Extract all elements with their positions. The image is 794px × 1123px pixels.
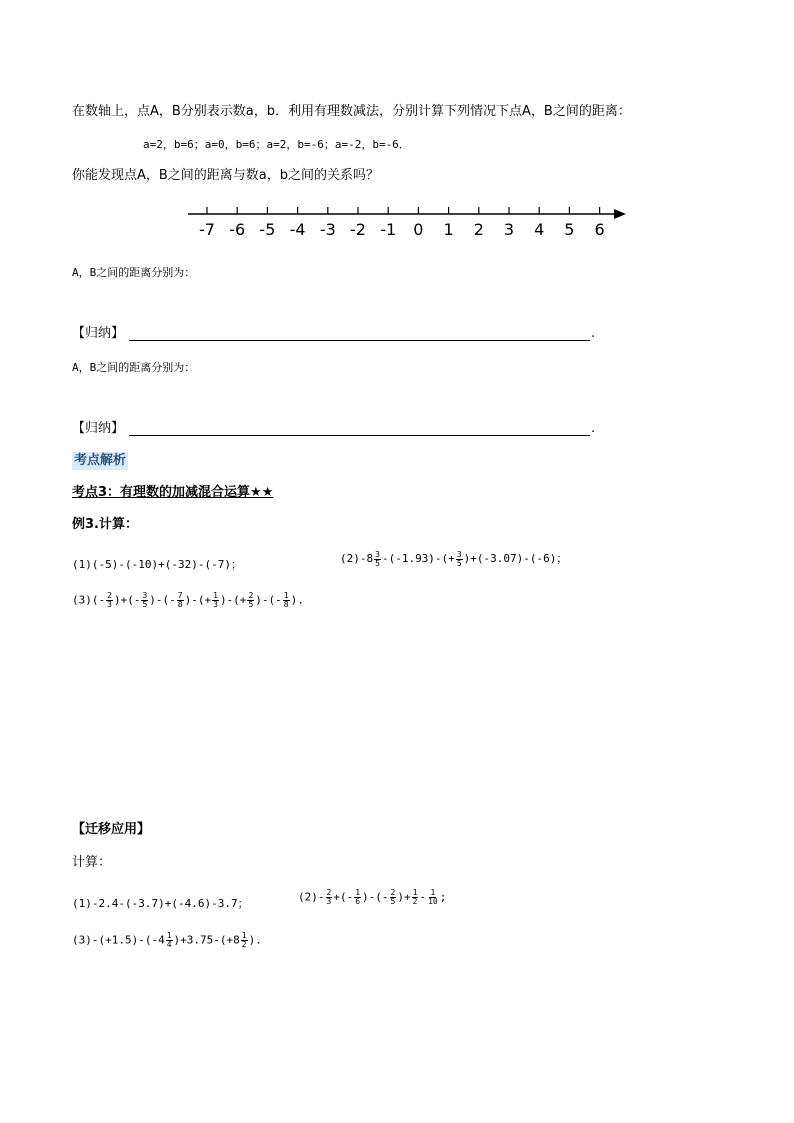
example-3: (3)(- $\frac{2}{3}$ )+(- $\frac{3}{5}$ )-(- $\frac{7}{8}$ )-(+ $\frac{1}{3}$ )-(+ $\frac{2}{5}$ )-(- $\frac{1}{8}$ ). [72, 591, 304, 609]
number-line-tick-label: 5 [564, 220, 575, 239]
topic-heading: 考点3：有理数的加减混合运算★★ [72, 485, 274, 500]
fraction: $\frac{1}{3}$ [213, 591, 218, 609]
number-line-tick-label: -1 [380, 220, 397, 239]
number-line-tick-label: -7 [199, 220, 215, 239]
transfer-title: 【迁移应用】 [72, 822, 151, 837]
summary-blank-1[interactable] [129, 340, 590, 341]
number-line-tick-label: 0 [413, 220, 424, 239]
fraction: $\frac{1}{2}$ [412, 888, 418, 906]
intro-text: 在数轴上，点A，B分别表示数a，b．利用有理数减法，分别计算下列情况下点A，B之间的距离： [72, 104, 631, 119]
number-line-tick-label: 2 [473, 220, 484, 239]
summary-end-2: . [591, 421, 596, 436]
fraction: $\frac{1}{2}$ [241, 931, 247, 949]
fraction: $\frac{2}{5}$ [248, 591, 254, 609]
cases-text: a=2，b=6；a=0，b=6；a=2，b=-6；a=-2，b=-6． [143, 138, 410, 151]
number-line-tick-label: 4 [534, 220, 545, 239]
number-line-tick-label: 6 [594, 220, 605, 239]
number-line [180, 198, 640, 243]
number-line-tick-label: -4 [289, 220, 306, 239]
fraction: $\frac{3}{5}$ [456, 549, 462, 568]
fraction: $\frac{2}{5}$ [390, 888, 396, 906]
number-line-tick-label: 3 [503, 220, 515, 239]
summary-blank-2[interactable] [129, 435, 590, 436]
number-line-tick-label: 1 [443, 220, 454, 239]
transfer-1: (1)-2.4-(-3.7)+(-4.6)-3.7； [72, 897, 249, 910]
number-line-tick-label: -2 [350, 220, 366, 239]
fraction: $\frac{1}{8}$ [283, 591, 289, 609]
fraction: $\frac{2}{3}$ [326, 888, 332, 906]
summary-end-1: . [591, 326, 596, 341]
summary-label-1: 【归纳】 [72, 326, 125, 341]
number-line-tick-label: -3 [319, 220, 336, 239]
fraction: $\frac{3}{5}$ [142, 591, 148, 609]
number-line-tick-label: -6 [229, 220, 246, 239]
fraction: $\frac{7}{8}$ [177, 591, 183, 609]
fraction: $\frac{2}{3}$ [107, 591, 112, 609]
number-line-tick-label: -5 [259, 220, 276, 239]
fraction: $\frac{3}{5}$ [375, 549, 380, 568]
example-1: (1)(-5)-(-10)+(-32)-(-7)； [72, 558, 242, 571]
transfer-3: (3)-(+1.5)-(-4 $\frac{1}{4}$ )+3.75-(+8 $\frac{1}{2}$ ). [72, 931, 262, 949]
fraction: $\frac{1}{10}$ [428, 888, 438, 906]
distance-label-2: A，B之间的距离分别为： [72, 361, 196, 374]
number-line-arrow [614, 209, 626, 219]
example-2: (2)-8 $\frac{3}{5}$ -(-1.93)-(+ $\frac{3}{5}$ )+(-3.07)-(-6)； [340, 549, 568, 568]
question-text: 你能发现点A，B之间的距离与数a，b之间的关系吗？ [72, 168, 380, 183]
transfer-2: (2)- $\frac{2}{3}$ +(- $\frac{1}{6}$ )-(- $\frac{2}{5}$ )+ $\frac{1}{2}$ - $\frac{1}{10}$ ; [298, 888, 447, 906]
distance-label-1: A，B之间的距离分别为： [72, 266, 196, 279]
section-heading: 考点解析 [74, 453, 127, 468]
example-title: 例3.计算： [72, 517, 138, 532]
fraction: $\frac{1}{4}$ [166, 931, 172, 949]
summary-label-2: 【归纳】 [72, 421, 125, 436]
fraction: $\frac{1}{6}$ [355, 888, 361, 906]
calc-label: 计算： [72, 855, 112, 870]
